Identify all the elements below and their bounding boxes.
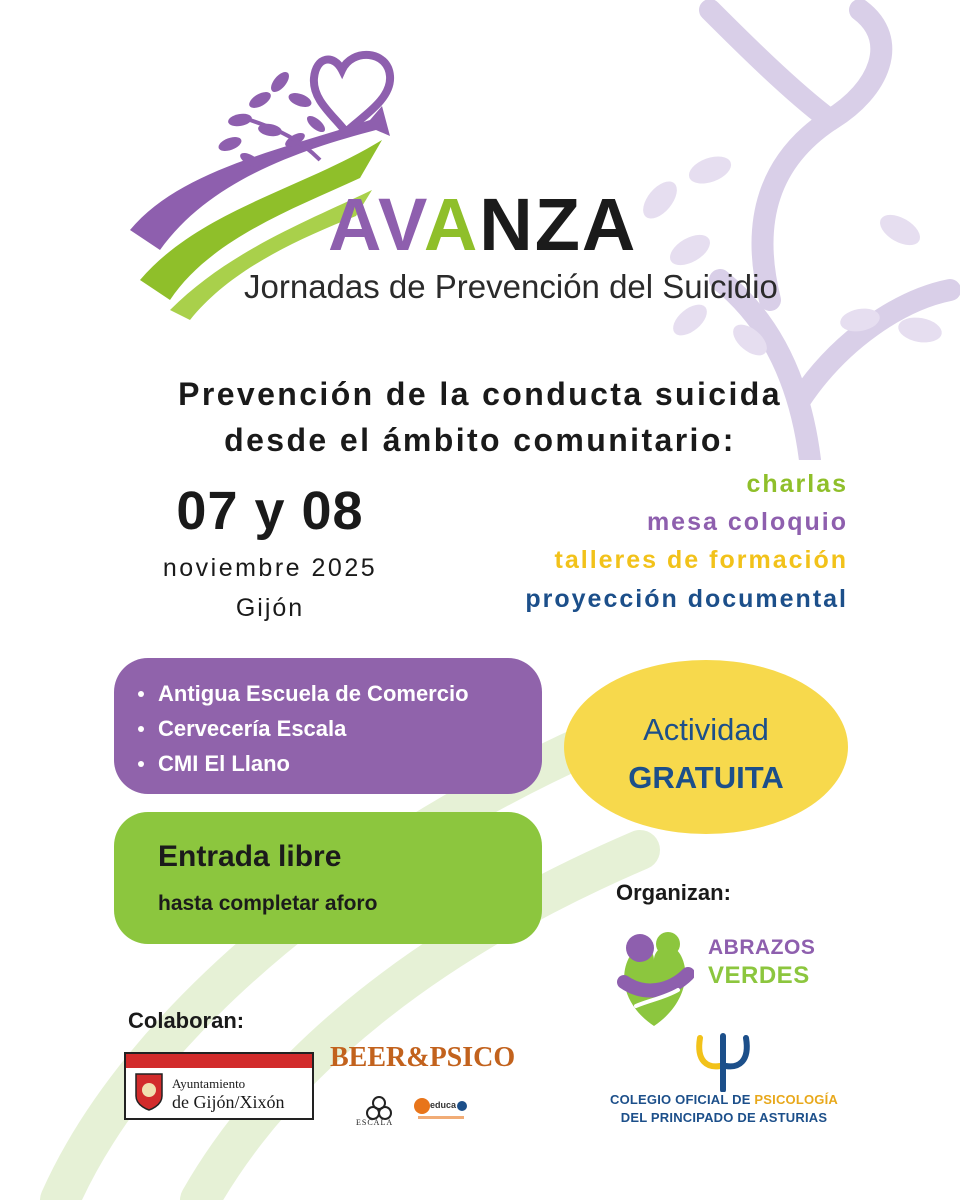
activity-item: proyección documental — [525, 585, 848, 613]
entrada-subtitle: hasta completar aforo — [158, 892, 378, 915]
activity-item: charlas — [746, 470, 848, 498]
colegio-psicologia: PSICOLOGÍA — [754, 1092, 839, 1107]
entrada-panel — [114, 812, 542, 944]
event-city: Gijón — [235, 594, 305, 622]
avanza-wordmark — [328, 183, 638, 266]
venue-item: CMI El Llano — [158, 746, 542, 781]
headline-line-2: desde el ámbito comunitario: — [224, 422, 736, 458]
gijon-shield-icon — [134, 1072, 164, 1112]
colegio-prefix: COLEGIO OFICIAL DE — [609, 1092, 755, 1107]
activity-item: mesa coloquio — [646, 508, 848, 536]
abrazos-verdes-logo-icon — [614, 926, 694, 1034]
venue-item: Antigua Escuela de Comercio — [158, 676, 542, 711]
wordmark-part-a: A — [423, 183, 480, 266]
ayuntamiento-line-2: de Gijón/Xixón — [172, 1092, 285, 1112]
abrazos-verdes-line-1: ABRAZOS — [708, 936, 816, 959]
ayuntamiento-gijon-logo — [124, 1052, 314, 1120]
wordmark-part-nza: NZA — [479, 183, 638, 266]
wordmark-part-av: AV — [328, 183, 424, 266]
escala-label: ESCALA — [356, 1118, 394, 1127]
beer-psico-logo: BEER&PSICO — [330, 1042, 516, 1073]
free-badge-line-2: GRATUITA — [628, 760, 784, 795]
collaborators-heading: Colaboran: — [128, 1008, 245, 1033]
headline-line-1: Prevención de la conducta suicida — [178, 376, 782, 412]
ayuntamiento-line-1: Ayuntamiento — [172, 1076, 246, 1091]
entrada-title: Entrada libre — [158, 840, 342, 873]
psychology-psi-icon — [690, 1032, 756, 1092]
colegio-name-line-2: DEL PRINCIPADO DE ASTURIAS — [620, 1110, 828, 1125]
venues-list — [114, 658, 542, 781]
educa-label: educa — [430, 1100, 457, 1110]
ayuntamiento-red-stripe — [126, 1054, 312, 1068]
colegio-name-line-1 — [560, 1092, 888, 1107]
event-month-year: noviembre 2025 — [162, 554, 378, 582]
venue-item: Cervecería Escala — [158, 711, 542, 746]
venues-panel — [114, 658, 542, 794]
event-subtitle: Jornadas de Prevención del Suicidio — [244, 268, 778, 305]
organizers-heading: Organizan: — [616, 880, 731, 905]
activity-item: talleres de formación — [554, 546, 848, 574]
free-badge-line-1: Actividad — [643, 712, 769, 747]
free-activity-badge — [564, 660, 848, 834]
event-days: 07 y 08 — [176, 481, 364, 541]
abrazos-verdes-line-2: VERDES — [708, 962, 810, 989]
